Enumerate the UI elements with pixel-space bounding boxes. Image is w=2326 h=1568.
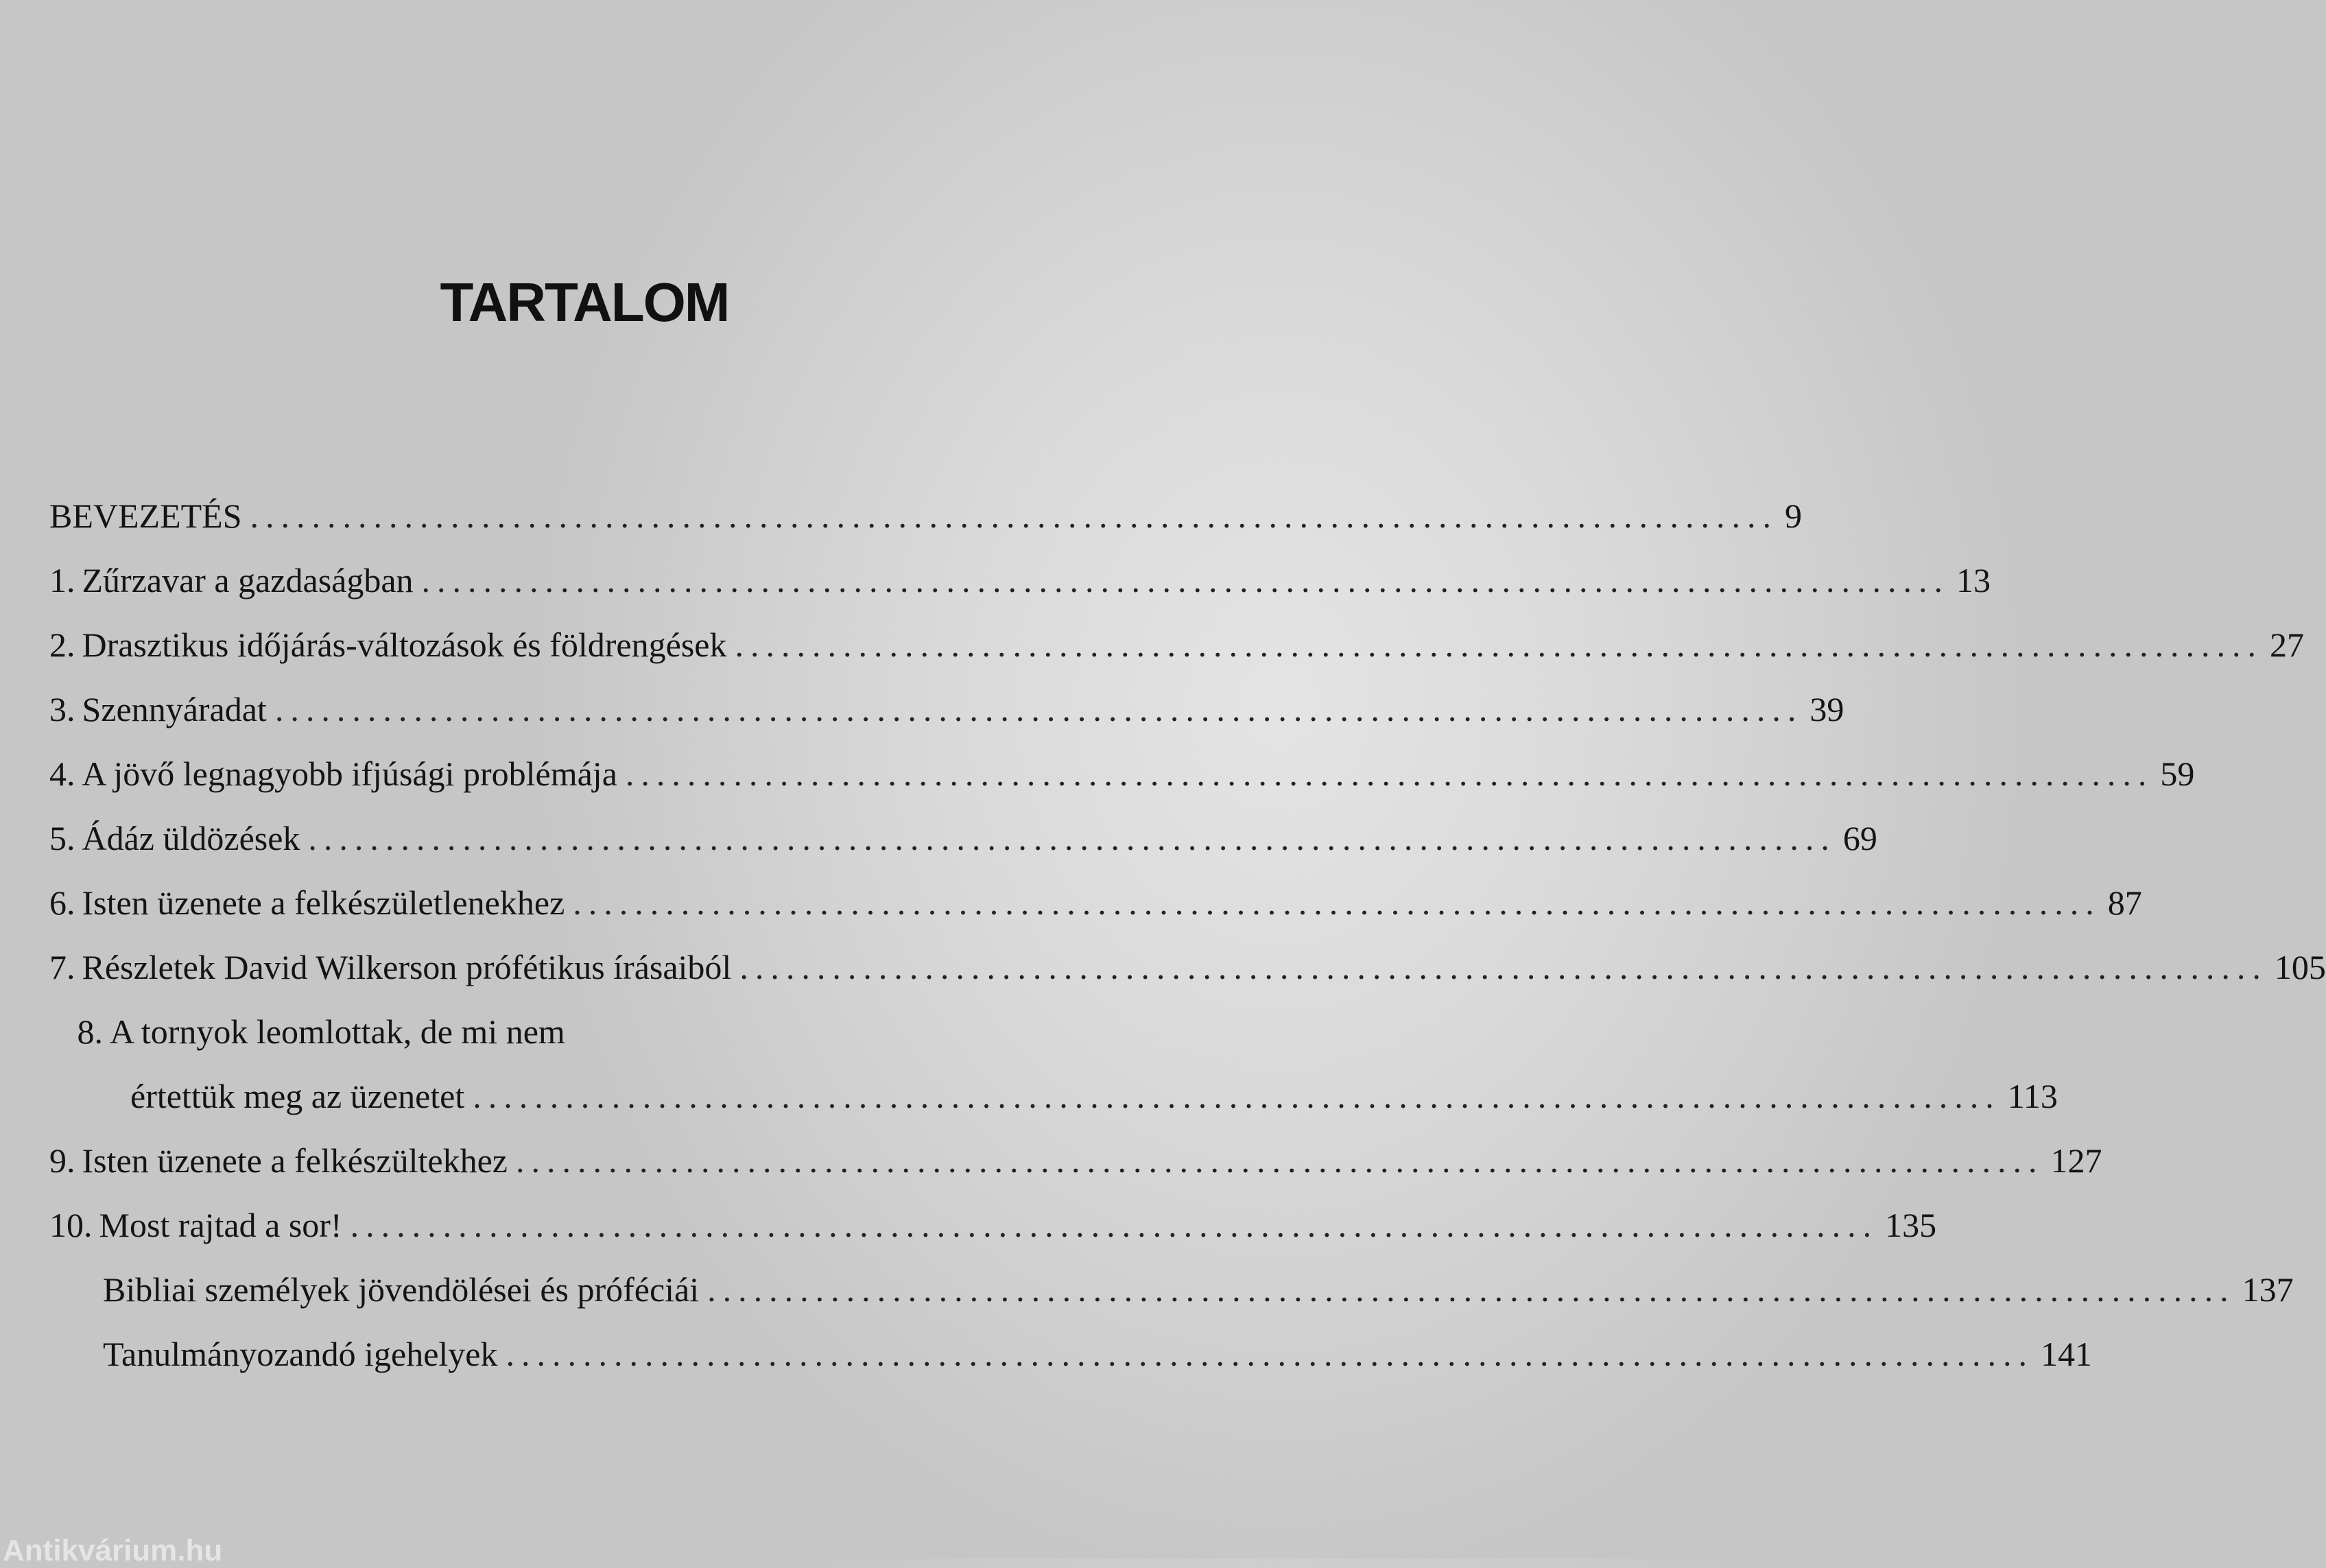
toc-chapter-number: 1. bbox=[49, 561, 75, 599]
toc-entry-title: Tanulmányozandó igehelyek bbox=[103, 1335, 498, 1373]
toc-page-number: 9 bbox=[1785, 497, 1803, 535]
toc-entry-appendix-1 bbox=[49, 1257, 2294, 1322]
toc-entry-appendix-2 bbox=[49, 1322, 2092, 1386]
leader-dots: ................................................................................................... bbox=[515, 1141, 2044, 1180]
watermark: Antikvárium.hu bbox=[3, 1534, 223, 1567]
toc-entry-1 bbox=[49, 548, 1991, 613]
toc-page-number: 69 bbox=[1842, 819, 1877, 857]
toc-chapter-number: 5. bbox=[49, 819, 75, 857]
toc-chapter-number: 3. bbox=[49, 690, 75, 728]
toc-chapter-number: 8. bbox=[77, 1012, 103, 1051]
toc-page-number: 113 bbox=[2007, 1077, 2058, 1115]
toc-entry-title: Ádáz üldözések bbox=[82, 819, 300, 857]
toc-page-number: 135 bbox=[1885, 1206, 1937, 1244]
toc-entry-title: A jövő legnagyobb ifjúsági problémája bbox=[82, 755, 617, 793]
leader-dots: ................................................................................................... bbox=[421, 561, 1950, 599]
leader-dots: ................................................................................................... bbox=[739, 948, 2268, 986]
toc-entry-7 bbox=[49, 935, 2326, 999]
toc-entry-title: Most rajtad a sor! bbox=[99, 1206, 342, 1244]
leader-dots: ................................................................................................... bbox=[506, 1335, 2034, 1373]
toc-entry-title: BEVEZETÉS bbox=[49, 497, 242, 535]
toc-entry-title: Isten üzenete a felkészületlenekhez bbox=[82, 883, 565, 922]
toc-page-number: 141 bbox=[2040, 1335, 2092, 1373]
toc-page-number: 87 bbox=[2107, 883, 2142, 922]
leader-dots: ................................................................................................... bbox=[707, 1270, 2235, 1309]
toc-entry-9 bbox=[49, 1128, 2102, 1193]
toc-chapter-number: 2. bbox=[49, 626, 75, 664]
toc-entry-10 bbox=[49, 1193, 1937, 1257]
page-title: TARTALOM bbox=[440, 272, 729, 333]
toc-page-number: 39 bbox=[1809, 690, 1844, 728]
toc-chapter-number: 4. bbox=[49, 755, 75, 793]
toc-page-number: 59 bbox=[2160, 755, 2195, 793]
toc-chapter-number: 9. bbox=[49, 1141, 75, 1180]
leader-dots: ................................................................................................... bbox=[735, 626, 2263, 664]
toc-entry-title: Isten üzenete a felkészültekhez bbox=[82, 1141, 508, 1180]
toc-entry-6 bbox=[49, 870, 2142, 935]
leader-dots: ................................................................................................... bbox=[473, 1077, 2001, 1115]
leader-dots: ................................................................................................... bbox=[274, 690, 1803, 728]
toc-chapter-number: 6. bbox=[49, 883, 75, 922]
toc-entry-2 bbox=[49, 613, 2304, 677]
toc-entry-intro bbox=[49, 484, 1803, 548]
toc-entry-3 bbox=[49, 677, 1844, 741]
table-of-contents bbox=[49, 484, 2326, 1386]
leader-dots: ................................................................................................... bbox=[308, 819, 1836, 857]
toc-entry-4 bbox=[49, 741, 2195, 806]
toc-entry-title: Szennyáradat bbox=[82, 690, 267, 728]
toc-entry-5 bbox=[49, 806, 1877, 870]
toc-entry-title: Részletek David Wilkerson prófétikus írásaiból bbox=[82, 948, 732, 986]
toc-entry-title: Bibliai személyek jövendölései és próféciái bbox=[103, 1270, 700, 1309]
toc-entry-title: Zűrzavar a gazdaságban bbox=[82, 561, 414, 599]
toc-chapter-number: 7. bbox=[49, 948, 75, 986]
leader-dots: ................................................................................................... bbox=[625, 755, 2154, 793]
toc-entry-8-line-1 bbox=[49, 999, 1048, 1064]
toc-entry-8-line-2 bbox=[49, 1064, 2058, 1128]
leader-dots: ................................................................................................... bbox=[350, 1206, 1879, 1244]
toc-entry-title-continued: értettük meg az üzenetet bbox=[130, 1077, 465, 1115]
toc-page-number: 13 bbox=[1956, 561, 1991, 599]
toc-entry-title: Drasztikus időjárás-változások és földrengések bbox=[82, 626, 727, 664]
toc-page-number: 27 bbox=[2269, 626, 2304, 664]
leader-dots: ................................................................................................... bbox=[573, 883, 2101, 922]
toc-chapter-number: 10. bbox=[49, 1206, 93, 1244]
leader-dots: ................................................................................................... bbox=[250, 497, 1779, 535]
toc-page-number: 137 bbox=[2242, 1270, 2294, 1309]
toc-page-number: 105 bbox=[2274, 948, 2326, 986]
toc-entry-title: A tornyok leomlottak, de mi nem bbox=[110, 1012, 565, 1051]
toc-page-number: 127 bbox=[2050, 1141, 2102, 1180]
